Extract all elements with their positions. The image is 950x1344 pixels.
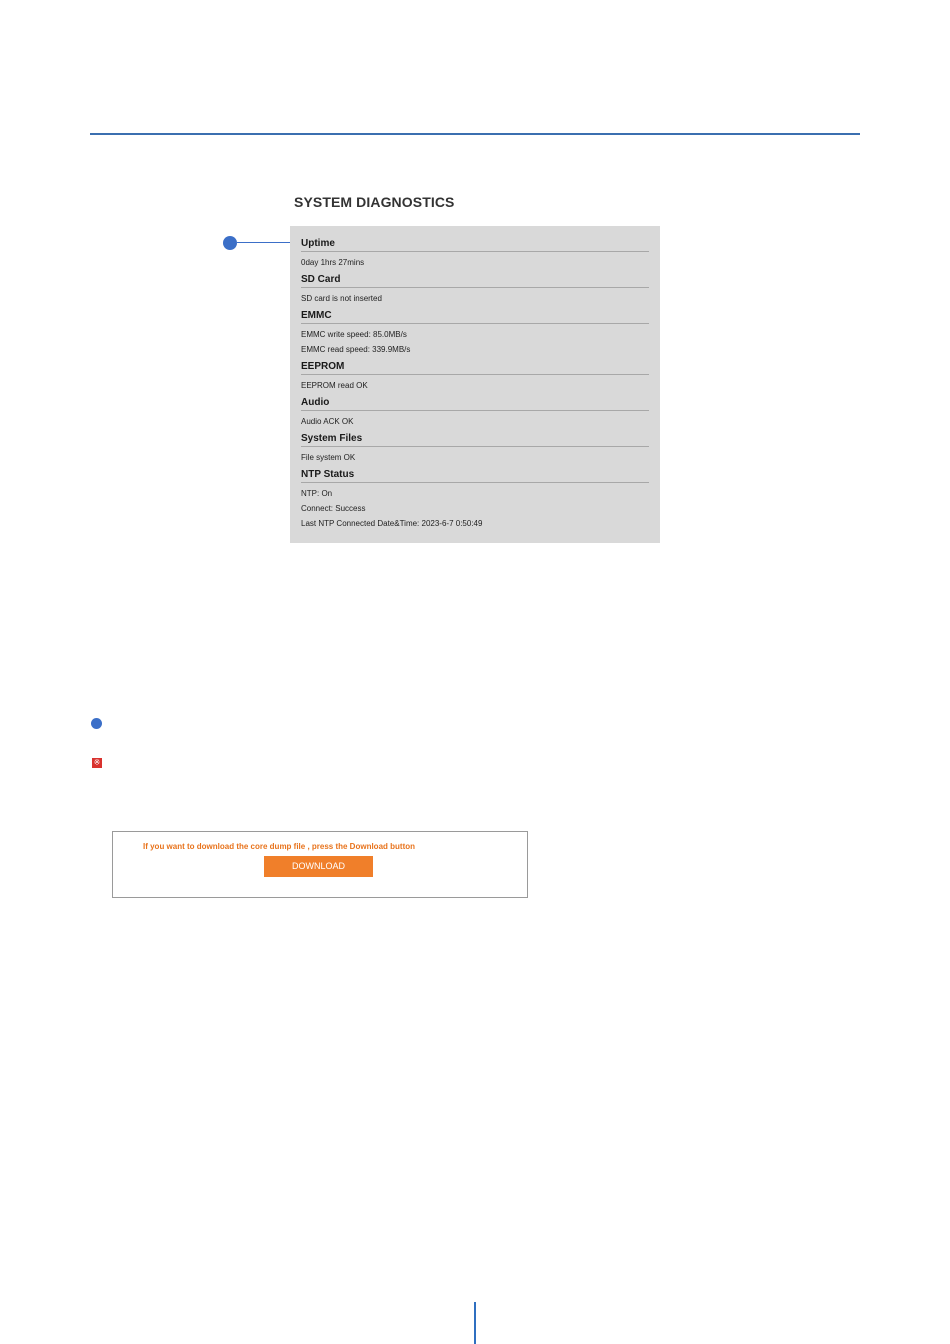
download-panel: [112, 831, 528, 898]
bullet-marker: [91, 718, 102, 729]
section-ntp-status: [301, 466, 649, 532]
section-eeprom: [301, 358, 649, 394]
emmc-write-speed: EMMC write speed: 85.0MB/s: [301, 330, 407, 339]
section-sd-card: [301, 271, 649, 307]
callout-marker: [223, 236, 237, 250]
section-uptime: [301, 235, 649, 271]
page-marker: [474, 1302, 476, 1344]
uptime-value: 0day 1hrs 27mins: [301, 258, 365, 267]
eeprom-status: EEPROM read OK: [301, 381, 368, 390]
diagnostics-panel: [290, 226, 660, 543]
header-divider: [90, 133, 860, 135]
audio-status: Audio ACK OK: [301, 417, 354, 426]
section-heading: EEPROM: [301, 358, 649, 375]
sd-card-status: SD card is not inserted: [301, 294, 382, 303]
section-heading: SD Card: [301, 271, 649, 288]
section-heading: NTP Status: [301, 466, 649, 483]
file-system-status: File system OK: [301, 453, 356, 462]
callout-leader-line: [237, 242, 295, 243]
page-title: SYSTEM DIAGNOSTICS: [294, 194, 455, 210]
section-heading: Audio: [301, 394, 649, 411]
section-heading: System Files: [301, 430, 649, 447]
ntp-connect-status: Connect: Success: [301, 504, 366, 513]
note-icon: ※: [93, 758, 101, 767]
download-message: If you want to download the core dump file , press the Download button: [143, 842, 415, 851]
section-emmc: [301, 307, 649, 358]
section-heading: EMMC: [301, 307, 649, 324]
ntp-mode: NTP: On: [301, 489, 333, 498]
ntp-last-connected: Last NTP Connected Date&Time: 2023-6-7 0:50:49: [301, 519, 483, 528]
section-system-files: [301, 430, 649, 466]
section-audio: [301, 394, 649, 430]
download-button[interactable]: DOWNLOAD: [264, 856, 373, 877]
emmc-read-speed: EMMC read speed: 339.9MB/s: [301, 345, 411, 354]
section-heading: Uptime: [301, 235, 649, 252]
